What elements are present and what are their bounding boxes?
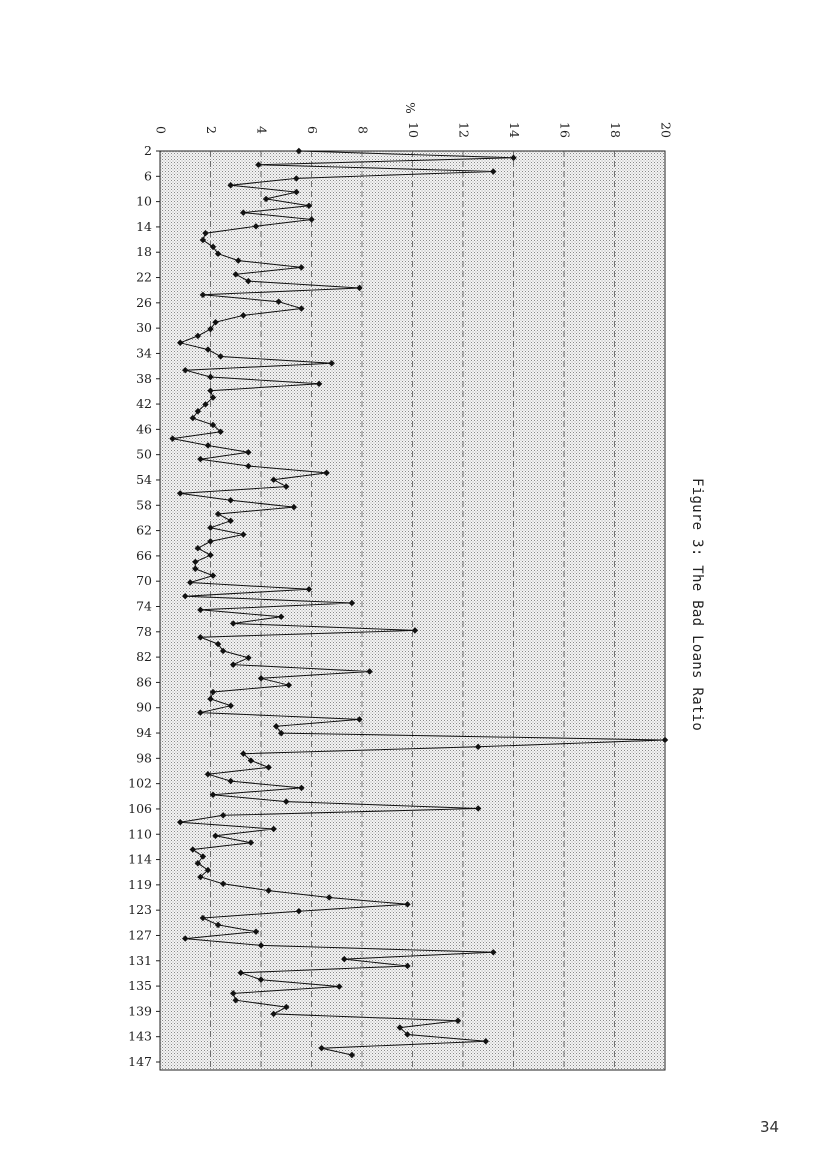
category-tick-label: 50 (136, 446, 152, 462)
value-tick-label: 14 (507, 122, 522, 138)
category-tick-label: 38 (136, 370, 152, 386)
category-tick-label: 147 (128, 1054, 152, 1069)
category-tick-label: 114 (128, 851, 152, 867)
category-tick-label: 86 (136, 674, 152, 690)
value-tick-label: 18 (608, 122, 623, 138)
value-tick-label: 8 (355, 126, 371, 134)
category-tick-label: 66 (136, 547, 152, 563)
value-tick-label: 20 (658, 122, 674, 138)
category-tick-label: 74 (136, 598, 152, 614)
category-tick-label: 30 (136, 320, 152, 336)
value-tick-label: 4 (254, 126, 270, 134)
value-tick-label: 16 (557, 122, 573, 138)
value-tick-label: 0 (153, 126, 169, 134)
category-tick-label: 42 (136, 396, 152, 412)
category-tick-label: 94 (136, 725, 152, 741)
category-tick-label: 102 (128, 775, 152, 791)
category-tick-label: 90 (136, 699, 152, 715)
category-tick-label: 143 (128, 1028, 152, 1044)
category-tick-label: 2 (144, 143, 152, 158)
figure-title: Figure 3: The Bad Loans Ratio (689, 478, 705, 732)
category-tick-label: 54 (136, 471, 152, 487)
category-tick-label: 127 (128, 927, 152, 943)
category-tick-label: 34 (136, 345, 152, 361)
category-tick-label: 98 (136, 750, 152, 766)
category-tick-label: 131 (128, 952, 152, 968)
category-tick-label: 14 (136, 218, 152, 234)
value-axis-unit: % (403, 102, 417, 114)
category-tick-label: 139 (128, 1003, 152, 1019)
category-tick-label: 123 (128, 902, 152, 918)
category-tick-label: 26 (136, 294, 152, 310)
value-tick-label: 10 (406, 122, 421, 138)
value-tick-label: 12 (456, 122, 472, 138)
category-tick-label: 78 (136, 623, 152, 639)
category-tick-label: 6 (144, 168, 152, 184)
category-tick-label: 106 (128, 800, 152, 816)
category-tick-label: 58 (136, 497, 152, 513)
page-number: 34 (760, 1118, 780, 1136)
value-axis-ticks (154, 122, 674, 138)
category-tick-label: 62 (136, 522, 152, 538)
category-tick-label: 70 (136, 573, 152, 589)
category-tick-label: 135 (128, 978, 152, 994)
category-tick-label: 22 (136, 269, 152, 285)
category-tick-label: 10 (136, 193, 152, 209)
category-tick-label: 119 (128, 876, 152, 892)
value-tick-label: 6 (305, 126, 320, 134)
category-tick-label: 82 (136, 649, 152, 665)
value-tick-label: 2 (204, 126, 219, 134)
category-tick-label: 110 (128, 826, 152, 842)
category-axis-ticks (128, 143, 160, 1069)
category-tick-label: 18 (136, 244, 152, 260)
category-tick-label: 46 (136, 421, 152, 437)
